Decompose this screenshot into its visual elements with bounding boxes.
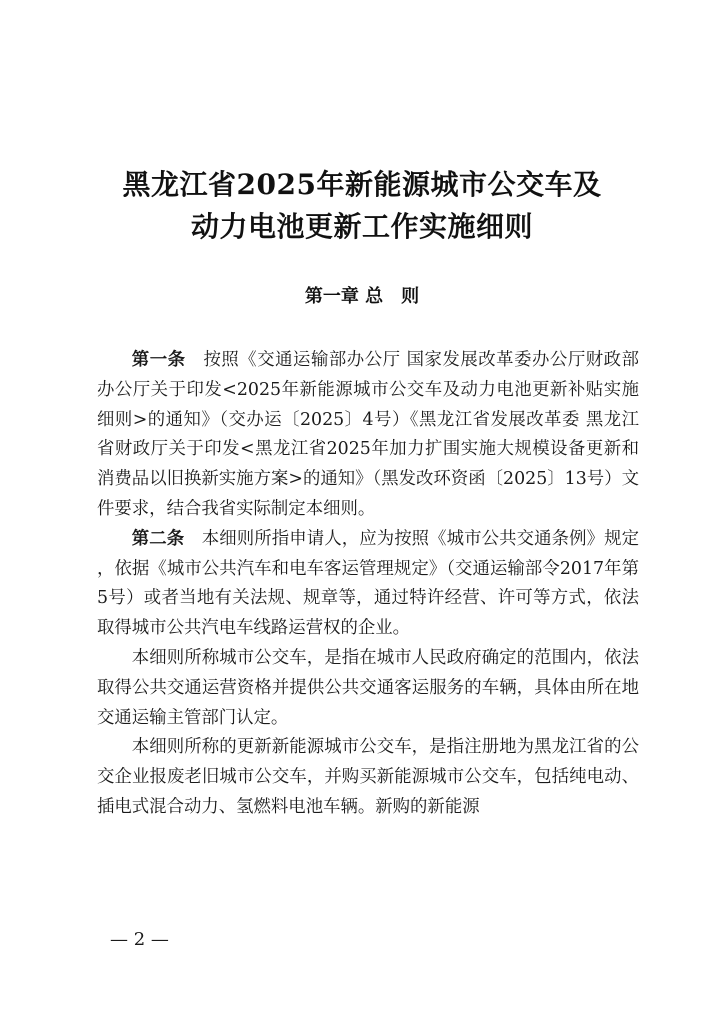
document-title [0,164,724,248]
paragraph-article-2 [97,525,639,644]
paragraph-text: 本细则所指申请人，应为按照《城市公共交通条例》规定，依据《城市公共汽车和电车客运管理规定》（交通运输部令2017年第5号）或者当地有关法规、规章等，通过特许经营、许可等方式，依法取得城市公共汽电车线路运营权的企业。 [97,528,639,639]
document-body [97,346,639,823]
article-label: 第一条 [131,350,186,370]
article-label: 第二条 [131,528,185,549]
page-number: — 2 — [110,929,169,950]
paragraph-renewal-definition [97,733,639,822]
chapter-heading: 第一章 总 则 [304,286,420,307]
title-line-1: 黑龙江省2025年新能源城市公交车及 [122,168,602,201]
paragraph-bus-definition [97,644,639,733]
paragraph-article-1 [97,346,639,525]
title-line-2: 动力电池更新工作实施细则 [190,210,533,243]
paragraph-text: 本细则所称城市公交车，是指在城市人民政府确定的范围内，依法取得公共交通运营资格并提供公共交通客运服务的车辆，具体由所在地交通运输主管部门认定。 [97,647,639,728]
paragraph-text: 本细则所称的更新新能源城市公交车，是指注册地为黑龙江省的公交企业报废老旧城市公交车，并购买新能源城市公交车，包括纯电动、插电式混合动力、氢燃料电池车辆。新购的新能源 [97,737,639,817]
paragraph-text: 按照《交通运输部办公厅 国家发展改革委办公厅财政部办公厅关于印发<2025年新能源城市公交车及动力电池更新补贴实施细则>的通知》（交办运〔2025〕4号）《黑龙江省发展改革委 黑龙江省财政厅关于印发<黑龙江省2025年加力扩围实施大规模设备更新和消费品以旧换新实施方案>的通知》（黑发改环资函〔2025〕13号）文件要求，结合我省实际制定本细则。 [97,350,639,519]
